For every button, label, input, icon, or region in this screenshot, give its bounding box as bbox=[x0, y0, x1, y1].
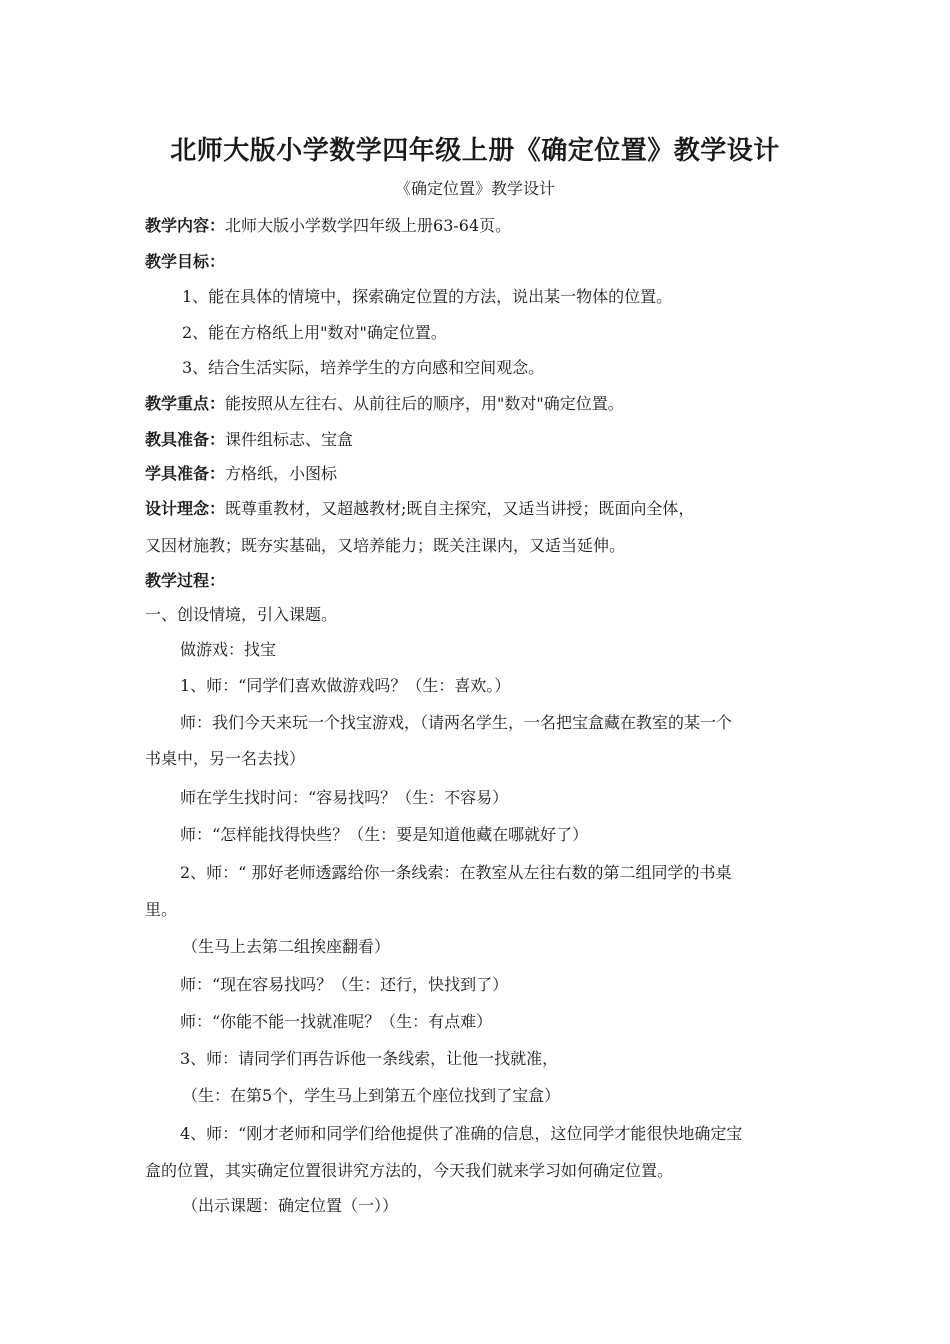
process-line: 师：我们今天来玩一个找宝游戏，（请两名学生，一名把宝盒藏在教室的某一个 bbox=[180, 713, 733, 732]
process-line: 3、师：请同学们再告诉他一条线索，让他一找就准， bbox=[180, 1049, 559, 1068]
design-concept-line bbox=[145, 496, 694, 519]
teacher-tools-text: 课件组标志、宝盒 bbox=[225, 430, 354, 449]
key-point-text: 能按照从左往右、从前往后的顺序，用"数对"确定位置。 bbox=[225, 394, 624, 413]
process-line: 1、师：“同学们喜欢做游戏吗？（生：喜欢。） bbox=[180, 676, 511, 695]
teacher-tools-label: 教具准备： bbox=[145, 430, 226, 449]
teaching-content-text: 北师大版小学数学四年级上册63-64页。 bbox=[225, 216, 512, 235]
process-line: 师：“现在容易找吗？（生：还行，快找到了） bbox=[180, 975, 509, 994]
design-concept-label: 设计理念： bbox=[145, 499, 226, 518]
process-line: （生马上去第二组挨座翻看） bbox=[182, 937, 391, 956]
teacher-tools-line bbox=[145, 427, 353, 450]
student-tools-label: 学具准备： bbox=[145, 464, 226, 483]
process-line: 师：“你能不能一找就准呢？（生：有点难） bbox=[180, 1012, 493, 1031]
teaching-goals-line bbox=[145, 249, 225, 272]
process-line: 做游戏：找宝 bbox=[180, 640, 277, 659]
student-tools-text: 方格纸，小图标 bbox=[225, 464, 338, 483]
process-line: （生：在第5个，学生马上到第五个座位找到了宝盒） bbox=[182, 1086, 561, 1105]
process-line: 4、师：“刚才老师和同学们给他提供了准确的信息，这位同学才能很快地确定宝 bbox=[180, 1124, 743, 1143]
teaching-content-label: 教学内容： bbox=[145, 216, 226, 235]
goal-item: 3、结合生活实际，培养学生的方向感和空间观念。 bbox=[182, 358, 545, 377]
teaching-content-line bbox=[145, 213, 511, 236]
teaching-goals-label: 教学目标： bbox=[145, 252, 226, 271]
process-line: 师：“怎样能找得快些？（生：要是知道他藏在哪就好了） bbox=[180, 825, 589, 844]
teaching-process-label: 教学过程： bbox=[145, 571, 226, 590]
teaching-process-line bbox=[145, 568, 225, 591]
design-concept-continuation: 又因材施教；既夯实基础，又培养能力；既关注课内，又适当延伸。 bbox=[145, 536, 626, 555]
process-line: 2、师：“ 那好老师透露给你一条线索：在教室从左往右数的第二组同学的书桌 bbox=[180, 863, 732, 882]
document-title: 北师大版小学数学四年级上册《确定位置》教学设计 bbox=[170, 136, 780, 166]
process-line: 师在学生找时问：“容易找吗？（生：不容易） bbox=[180, 788, 509, 807]
process-line: （出示课题：确定位置（一）） bbox=[182, 1196, 399, 1215]
goal-item: 1、能在具体的情境中，探索确定位置的方法，说出某一物体的位置。 bbox=[182, 287, 673, 306]
process-line: 盒的位置，其实确定位置很讲究方法的，今天我们就来学习如何确定位置。 bbox=[145, 1161, 674, 1180]
key-point-line bbox=[145, 391, 624, 414]
document-subtitle: 《确定位置》教学设计 bbox=[394, 179, 555, 198]
section-heading: 一、创设情境，引入课题。 bbox=[145, 605, 338, 624]
student-tools-line bbox=[145, 461, 337, 484]
process-line: 里。 bbox=[145, 900, 178, 919]
design-concept-text: 既尊重教材，又超越教材;既自主探究，又适当讲授；既面向全体， bbox=[225, 499, 695, 518]
goal-item: 2、能在方格纸上用"数对"确定位置。 bbox=[182, 323, 447, 342]
process-line: 书桌中，另一名去找） bbox=[145, 749, 306, 768]
key-point-label: 教学重点： bbox=[145, 394, 226, 413]
